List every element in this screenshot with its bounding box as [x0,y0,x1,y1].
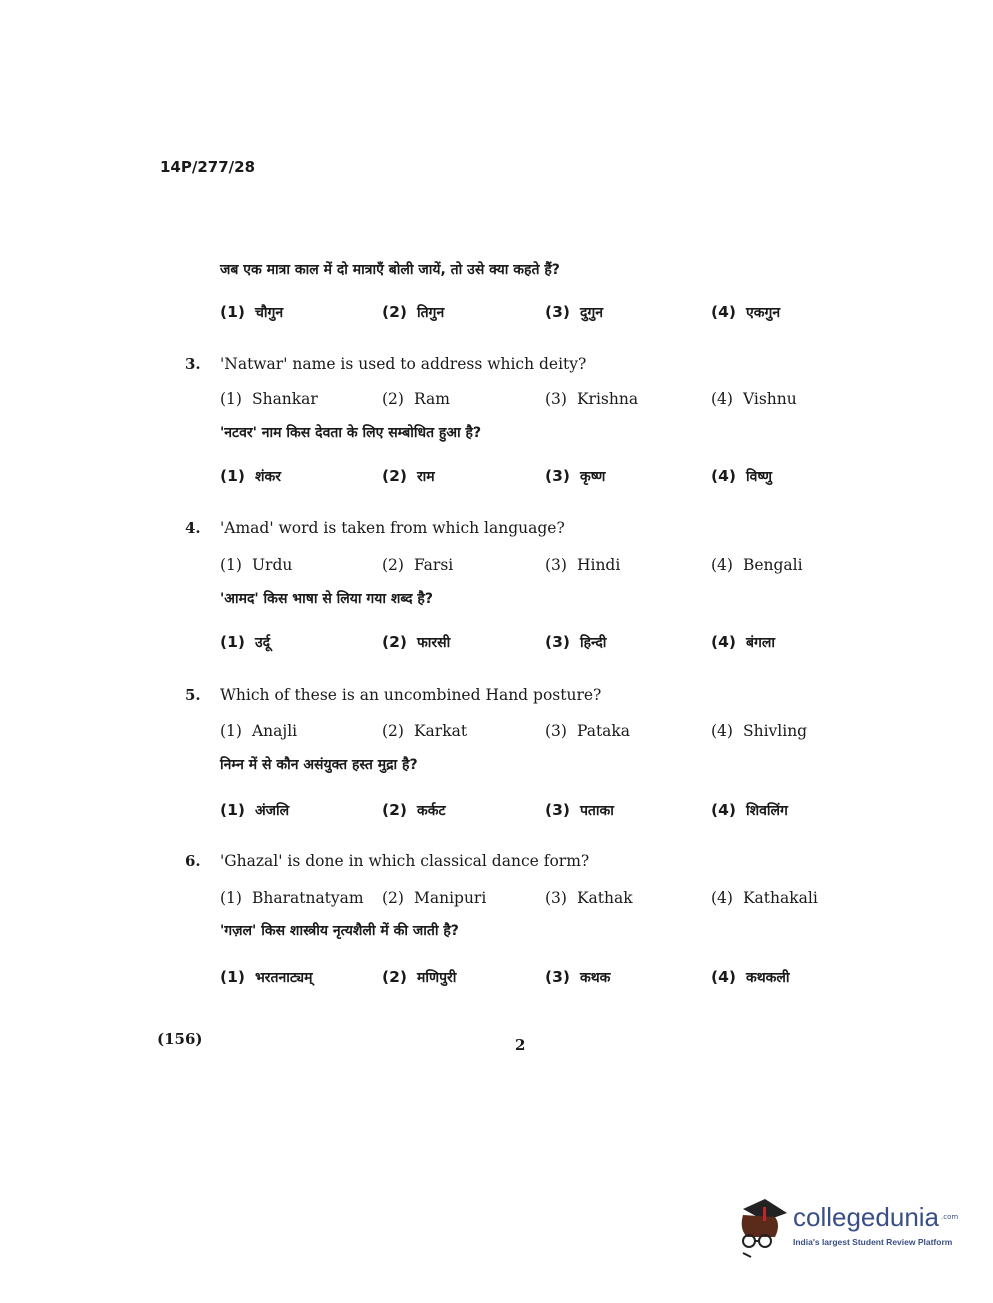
option-number: (3) [545,633,570,651]
question-text-hindi: 'आमद' किस भाषा से लिया गया शब्द है? [220,591,433,607]
option-number: (1) [220,889,242,907]
option-text: कथक [579,970,611,986]
option-number: (1) [220,801,245,819]
option-number: (2) [382,390,404,408]
option-text: पताका [579,803,614,819]
logo-text [793,1201,958,1248]
hi-option [711,633,775,652]
en-option [711,889,818,907]
option-text: Kathak [576,889,633,907]
en-option [382,556,453,574]
en-option [545,722,630,740]
option-number: (3) [545,390,567,408]
option-number: (1) [220,303,245,321]
logo-wordmark [793,1201,958,1233]
question-number: 6. [185,852,201,870]
option-text: कर्कट [416,803,446,819]
hi-option [220,633,270,652]
hi-option [545,633,606,652]
option-number: (1) [220,467,245,485]
option-number: (4) [711,556,733,574]
option-text: Shankar [251,390,318,408]
option-text: चौगुन [254,305,284,321]
hi-option [545,801,614,820]
option-text: विष्णु [745,469,772,485]
option-text: शिवलिंग [745,803,788,819]
hi-option [382,303,444,322]
option-text: Kathakali [742,889,818,907]
en-option [220,556,292,574]
option-text: अंजलि [254,803,290,819]
hi-option [220,801,289,820]
en-option [220,889,364,907]
mascot-icon [735,1195,793,1265]
option-number: (2) [382,633,407,651]
option-number: (1) [220,633,245,651]
option-text: Pataka [576,722,631,740]
en-option [220,390,318,408]
hi-option [382,633,450,652]
paper-code: 14P/277/28 [160,158,256,176]
option-text: दुगुन [579,305,604,321]
option-text: उर्दू [254,635,271,651]
option-number: (1) [220,390,242,408]
option-text: Urdu [251,556,293,574]
option-text: Krishna [576,390,639,408]
page-number: 2 [515,1036,526,1054]
hi-option [545,303,603,322]
option-number: (2) [382,722,404,740]
option-number: (4) [711,633,736,651]
option-text: तिगुन [416,305,445,321]
option-text: Vishnu [742,390,797,408]
option-number: (4) [711,467,736,485]
option-number: (2) [382,303,407,321]
en-option [711,390,797,408]
option-text: कृष्ण [579,469,606,485]
en-option [711,722,807,740]
option-text: बंगला [745,635,775,651]
hi-option [711,801,788,820]
en-option [382,889,486,907]
option-number: (3) [545,467,570,485]
option-number: (2) [382,556,404,574]
en-option [545,556,620,574]
option-text: Farsi [413,556,454,574]
brand-tagline: India's largest Student Review Platform [793,1237,953,1247]
option-number: (1) [220,968,245,986]
hi-option [711,968,790,987]
option-text: मणिपुरी [416,970,457,986]
option-text: Bharatnatyam [251,889,364,907]
option-text: फारसी [416,635,451,651]
question-text-english: 'Natwar' name is used to address which deity? [220,355,587,373]
hi-option [711,303,780,322]
option-text: एकगुन [745,305,781,321]
option-text: Hindi [576,556,621,574]
option-number: (4) [711,968,736,986]
hi-option [382,467,435,486]
option-number: (3) [545,968,570,986]
option-number: (3) [545,801,570,819]
hi-option [220,968,312,987]
question-text-english: Which of these is an uncombined Hand posture? [220,686,602,704]
option-text: भरतनाट्यम् [254,970,313,986]
option-number: (4) [711,390,733,408]
booklet-code: (156) [157,1030,203,1048]
option-number: (2) [382,467,407,485]
question-text-english: 'Amad' word is taken from which language? [220,519,565,537]
option-number: (2) [382,801,407,819]
question-number: 3. [185,355,201,373]
question-text-hindi: निम्न में से कौन असंयुक्त हस्त मुद्रा है? [220,757,418,773]
option-number: (1) [220,556,242,574]
question-text-hindi: जब एक मात्रा काल में दो मात्राएँ बोली जायें, तो उसे क्या कहते हैं? [220,262,560,278]
en-option [545,390,638,408]
en-option [220,722,297,740]
en-option [545,889,633,907]
en-option [382,722,467,740]
brand-domain: .com [941,1213,959,1221]
hi-option [220,303,283,322]
option-text: Karkat [413,722,468,740]
hi-option [382,801,446,820]
option-number: (3) [545,303,570,321]
question-number: 5. [185,686,201,704]
hi-option [545,968,610,987]
option-number: (2) [382,968,407,986]
en-option [711,556,803,574]
option-text: हिन्दी [579,635,607,651]
en-option [382,390,450,408]
option-text: Shivling [742,722,808,740]
hi-option [545,467,605,486]
question-text-english: 'Ghazal' is done in which classical dance form? [220,852,590,870]
brand-name: collegedunia [793,1202,940,1232]
option-number: (4) [711,801,736,819]
option-text: Ram [413,390,450,408]
option-number: (4) [711,722,733,740]
option-text: राम [416,469,435,485]
option-text: शंकर [254,469,281,485]
question-number: 4. [185,519,201,537]
question-text-hindi: 'गज़ल' किस शास्त्रीय नृत्यशैली में की जाती है? [220,923,459,939]
collegedunia-logo [735,1195,985,1265]
option-number: (4) [711,303,736,321]
hi-option [382,968,456,987]
option-number: (2) [382,889,404,907]
hi-option [711,467,772,486]
option-number: (3) [545,722,567,740]
option-number: (1) [220,722,242,740]
option-number: (3) [545,889,567,907]
question-text-hindi: 'नटवर' नाम किस देवता के लिए सम्बोधित हुआ है? [220,425,482,441]
option-text: कथकली [745,970,790,986]
option-number: (4) [711,889,733,907]
option-text: Bengali [742,556,803,574]
option-text: Manipuri [413,889,487,907]
hi-option [220,467,281,486]
option-text: Anajli [251,722,298,740]
option-number: (3) [545,556,567,574]
